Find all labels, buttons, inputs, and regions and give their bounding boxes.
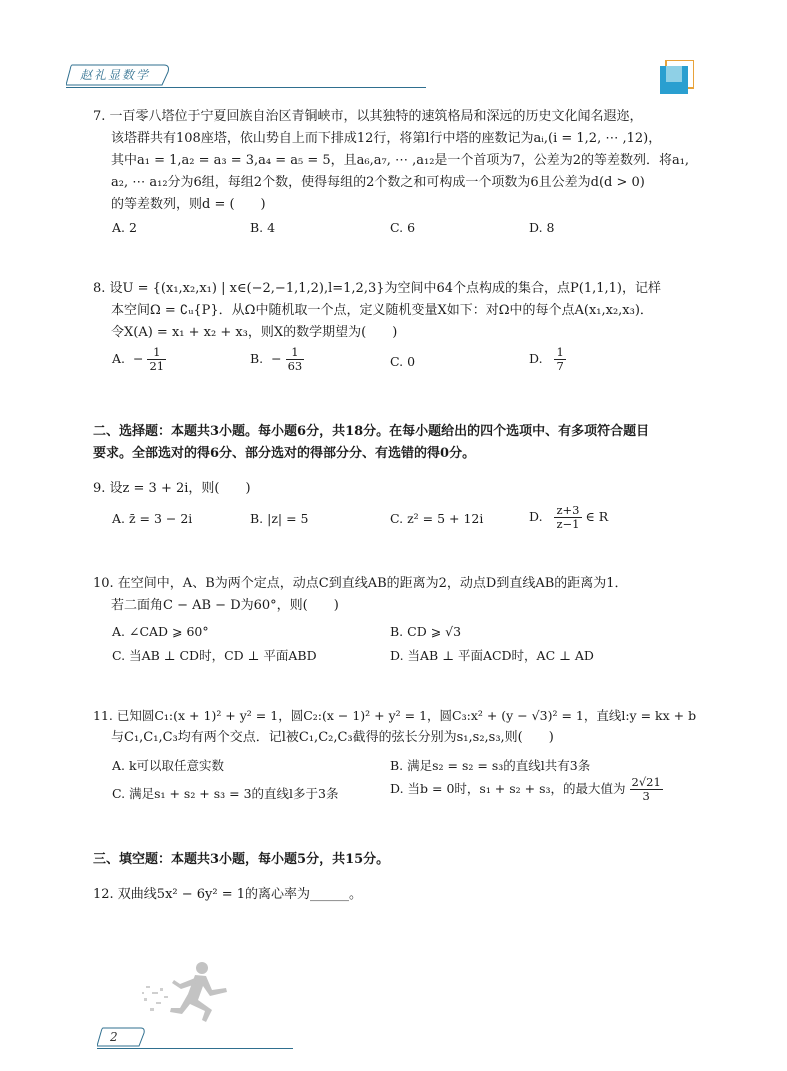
q7-line: 该塔群共有108座塔，依山势自上而下排成12行，将第l行中塔的座数记为aᵢ,(i = 1,2, ⋯ ,12)， (111, 131, 662, 146)
fraction-numerator: z+3 (556, 503, 580, 517)
section-3-heading: 三、填空题：本题共3小题，每小题5分，共15分。 (93, 852, 390, 867)
footer-tab-shape (97, 1027, 145, 1047)
section-2-line: 二、选择题：本题共3小题。每小题6分，共18分。在每小题给出的四个选项中、有多项符合题目 (93, 424, 650, 439)
q12-text: 12. 双曲线5x² − 6y² = 1的离心率为______。 (93, 887, 363, 902)
q10-option-c[interactable]: C. 当AB ⊥ CD时，CD ⊥ 平面ABD (112, 648, 317, 663)
q10-option-a[interactable]: A. ∠CAD ⩾ 60° (112, 624, 209, 639)
q9-option-d[interactable] (529, 504, 608, 531)
section-2-line: 要求。全部选对的得6分、部分选对的得部分分、有选错的得0分。 (93, 446, 476, 461)
q9-stem: 9. 设z = 3 + 2i，则( ) (93, 481, 251, 496)
q9-option-d-label: D. (529, 509, 543, 524)
q8-option-a-fraction (147, 346, 166, 373)
fraction-denominator: 3 (642, 789, 650, 803)
footer-rule (97, 1048, 293, 1049)
q7-option-d[interactable]: D. 8 (529, 220, 555, 235)
q7-option-b[interactable]: B. 4 (250, 220, 276, 235)
fraction-numerator: 1 (286, 346, 305, 360)
q11-option-b[interactable]: B. 满足s₂ = s₂ = s₃的直线l共有3条 (390, 758, 591, 773)
q9-option-c[interactable]: C. z² = 5 + 12i (390, 511, 484, 526)
q8-option-c[interactable]: C. 0 (390, 354, 416, 369)
q11-option-c[interactable]: C. 满足s₁ + s₂ + s₃ = 3的直线l多于3条 (112, 786, 339, 801)
fraction-denominator: 7 (556, 359, 564, 373)
q8-option-b-label: B. (250, 351, 264, 366)
fraction-denominator: 63 (287, 359, 303, 373)
q8-option-a-sign: − (132, 351, 144, 366)
q8-option-d[interactable] (529, 346, 566, 373)
q8-option-b-sign: − (271, 351, 282, 366)
q11-line: 与C₁,C₁,C₃均有两个交点．记l被C₁,C₂,C₃截得的弦长分别为s₁,s₂,s₃,则( ) (111, 730, 554, 745)
q8-option-b[interactable] (250, 346, 304, 373)
question-8 (93, 278, 703, 344)
q8-option-d-label: D. (529, 351, 543, 366)
q9-option-d-tail: ∈ R (585, 509, 609, 524)
header-rule (66, 87, 426, 88)
header-title: 赵礼显数学 (80, 68, 151, 82)
q10-line: 10. 在空间中，A、B为两个定点，动点C到直线AB的距离为2，动点D到直线AB的距离为1． (93, 576, 628, 591)
q10-line: 若二面角C − AB − D为60°，则( ) (111, 598, 339, 613)
q8-line: 令X(A) = x₁ + x₂ + x₃，则X的数学期望为( ) (111, 325, 398, 340)
fraction-numerator: 1 (147, 346, 166, 360)
q8-option-a[interactable] (112, 346, 166, 373)
fraction-numerator: 2√21 (631, 775, 661, 789)
question-11 (93, 705, 703, 749)
q7-option-a[interactable]: A. 2 (112, 220, 137, 235)
q8-line: 本空间Ω = ∁ᵤ{P}．从Ω中随机取一个点，定义随机变量X如下：对Ω中的每个点A(x₁,x₂,x₃)． (111, 303, 653, 318)
q8-option-b-fraction (286, 346, 305, 373)
q8-option-d-fraction (554, 346, 565, 373)
q11-line: 11. 已知圆C₁:(x + 1)² + y² = 1，圆C₂:(x − 1)² + y² = 1，圆C₃:x² + (y − √3)² = 1，直线l:y = kx + b (93, 708, 697, 723)
q7-option-c[interactable]: C. 6 (390, 220, 416, 235)
q9-option-a[interactable]: A. z̄ = 3 − 2i (112, 511, 193, 526)
page-number: 2 (110, 1030, 118, 1044)
q7-line: 的等差数列，则d = ( ) (111, 197, 266, 212)
q7-line: 7. 一百零八塔位于宁夏回族自治区青铜峡市，以其独特的速筑格局和深远的历史文化闻名遐迩， (93, 109, 643, 124)
q10-option-b[interactable]: B. CD ⩾ √3 (390, 624, 462, 639)
q11-option-d-text: D. 当b = 0时，s₁ + s₂ + s₃，的最大值为 (390, 781, 626, 796)
q9-option-d-fraction (554, 504, 581, 531)
q11-option-a[interactable]: A. k可以取任意实数 (112, 758, 225, 773)
section-2-heading (93, 421, 703, 465)
fraction-numerator: 1 (556, 345, 564, 359)
question-10 (93, 573, 703, 617)
fraction-denominator: 21 (149, 359, 165, 373)
q10-option-d[interactable]: D. 当AB ⊥ 平面ACD时，AC ⊥ AD (390, 648, 594, 663)
q7-line: 其中a₁ = 1,a₂ = a₃ = 3,a₄ = a₅ = 5，且a₆,a₇, ⋯ ,a₁₂是一个首项为7，公差为2的等差数列．将a₁, (111, 153, 690, 168)
logo-icon (660, 60, 694, 94)
q11-option-d[interactable] (390, 776, 663, 803)
q8-line: 8. 设U = {(x₁,x₂,x₁) | x∈(−2,−1,1,2),l=1,2,3}为空间中64个点构成的集合，点P(1,1,1)，记样 (93, 281, 662, 296)
q7-line: a₂, ⋯ a₁₂分为6组，每组2个数，使得每组的2个数之和可构成一个项数为6且公差为d(d > 0) (111, 175, 645, 190)
question-9 (93, 478, 703, 500)
fraction-denominator: z−1 (556, 517, 580, 531)
question-12 (93, 884, 703, 906)
q9-option-b[interactable]: B. |z| = 5 (250, 511, 309, 526)
q8-option-a-label: A. (112, 351, 126, 366)
question-7 (93, 106, 703, 216)
runner-illustration (140, 958, 240, 1028)
q11-option-d-fraction (630, 776, 663, 803)
